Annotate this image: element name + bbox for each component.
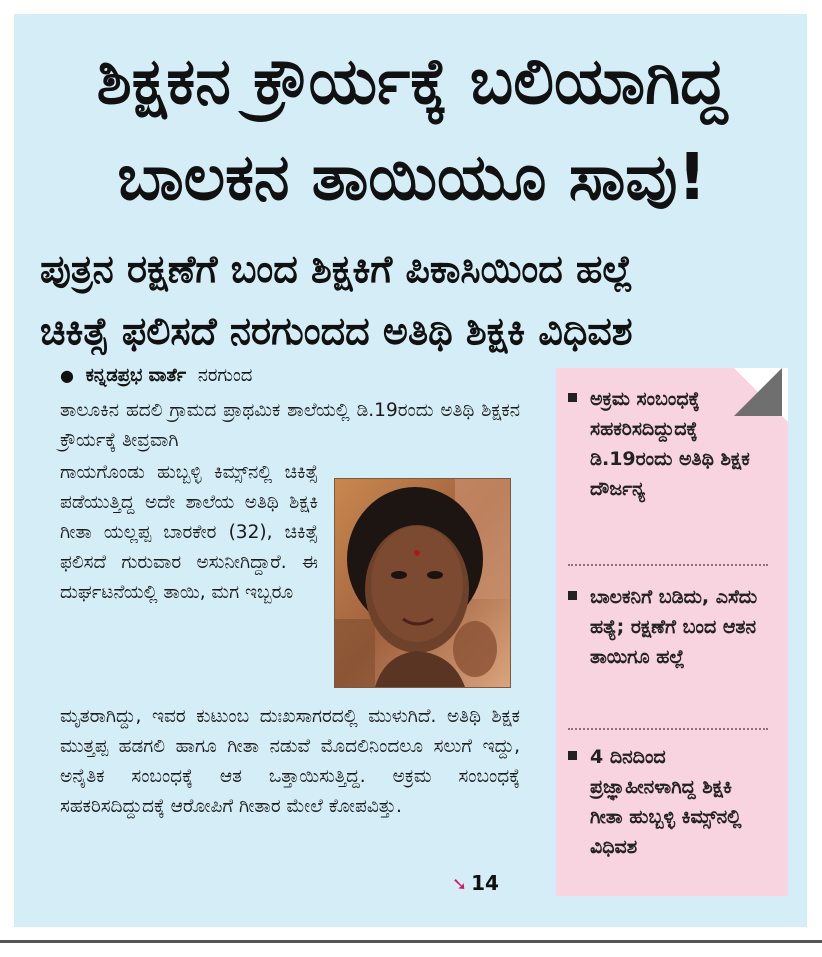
bullet-dot-icon: ●: [60, 366, 74, 385]
sidebar-item: [568, 582, 758, 672]
square-bullet-icon: [568, 393, 577, 402]
article-body-bottom: ಮೃತರಾಗಿದ್ದು, ಇವರ ಕುಟುಂಬ ದುಃಖಸಾಗರದಲ್ಲಿ ಮುಳುಗಿದೆ. ಅತಿಥಿ ಶಿಕ್ಷಕ ಮುತ್ತಪ್ಪ ಹಡಗಲಿ ಹಾಗೂ ಗೀತಾ ನಡುವೆ ಮೊದಲಿನಿಂದಲೂ ಸಲುಗೆ ಇದ್ದು, ಅನೈತಿಕ ಸಂಬಂಧಕ್ಕೆ ಆತ ಒತ್ತಾಯಿಸುತ್ತಿದ್ದ. ಅಕ್ರಮ ಸಂಬಂಧಕ್ಕೆ ಸಹಕರಿಸದಿದ್ದುದಕ್ಕೆ ಆರೋಪಿಗೆ ಗೀತಾರ ಮೇಲೆ ಕೋಪವಿತ್ತು.: [60, 706, 520, 817]
headline-line-2: ಬಾಲಕನ ತಾಯಿಯೂ ಸಾವು!: [117, 141, 707, 215]
byline: [60, 365, 252, 386]
sidebar-item-text: ಅಕ್ರಮ ಸಂಬಂಧಕ್ಕೆ ಸಹಕರಿಸದಿದ್ದುದಕ್ಕೆ ಡಿ.19ರಂದು ಅತಿಥಿ ಶಿಕ್ಷಕ ದೌರ್ಜನ್ಯ: [590, 388, 750, 500]
bottom-rule: [0, 940, 822, 943]
portrait-image: [335, 479, 510, 687]
sidebar-divider: [568, 564, 768, 566]
continued-page-number: 14: [471, 871, 499, 895]
headline-line-1: ಶಿಕ್ಷಕನ ಕ್ರೌರ್ಯಕ್ಕೆ ಬಲಿಯಾಗಿದ್ದ: [96, 45, 728, 119]
byline-source: ಕನ್ನಡಪ್ರಭ ವಾರ್ತೆ: [85, 365, 187, 386]
teacher-photo: [334, 478, 511, 688]
subheadline-line-1: ಪುತ್ರನ ರಕ್ಷಣೆಗೆ ಬಂದ ಶಿಕ್ಷಕಿಗೆ ಪಿಕಾಸಿಯಿಂದ ಹಲ್ಲೆ: [40, 247, 634, 291]
sidebar-item-text: ಬಾಲಕನಿಗೆ ಬಡಿದು, ಎಸೆದು ಹತ್ಯೆ; ರಕ್ಷಣೆಗೆ ಬಂದ ಆತನ ತಾಯಿಗೂ ಹಲ್ಲೆ: [590, 586, 758, 668]
sidebar-item: [568, 742, 758, 862]
article-body-left: ಗಾಯಗೊಂಡು ಹುಬ್ಬಳ್ಳಿ ಕಿಮ್ಸ್‌ನಲ್ಲಿ ಚಿಕಿತ್ಸೆ ಪಡೆಯುತ್ತಿದ್ದ ಅದೇ ಶಾಲೆಯ ಅತಿಥಿ ಶಿಕ್ಷಕಿ ಗೀತಾ ಯಲ್ಲಪ್ಪ ಬಾರಕೇರ (32), ಚಿಕಿತ್ಸೆ ಫಲಿಸದೆ ಗುರುವಾರ ಅಸುನೀಗಿದ್ದಾರೆ. ಈ ದುರ್ಘಟನೆಯಲ್ಲಿ ತಾಯಿ, ಮಗ ಇಬ್ಬರೂ: [60, 462, 318, 603]
byline-place: ನರಗುಂದ: [197, 365, 253, 386]
square-bullet-icon: [568, 751, 577, 760]
sidebar-item-text: 4 ದಿನದಿಂದ ಪ್ರಜ್ಞಾಹೀನಳಾಗಿದ್ದ ಶಿಕ್ಷಕಿ ಗೀತಾ ಹುಬ್ಬಳ್ಳಿ ಕಿಮ್ಸ್‌ನಲ್ಲಿ ವಿಧಿವಶ: [590, 746, 742, 858]
sidebar-item: [568, 384, 758, 504]
continued-on-page[interactable]: [452, 871, 499, 895]
sidebar-divider: [568, 728, 768, 730]
subheadline-line-2: ಚಿಕಿತ್ಸೆ ಫಲಿಸದೆ ನರಗುಂದದ ಅತಿಥಿ ಶಿಕ್ಷಕಿ ವಿಧಿವಶ: [40, 309, 633, 353]
article-body-top: ತಾಲೂಕಿನ ಹದಲಿ ಗ್ರಾಮದ ಪ್ರಾಥಮಿಕ ಶಾಲೆಯಲ್ಲಿ ಡಿ.19ರಂದು ಅತಿಥಿ ಶಿಕ್ಷಕನ ಕ್ರೌರ್ಯಕ್ಕೆ ತೀವ್ರವಾಗಿ: [60, 400, 520, 451]
highlights-sidebar: [556, 368, 788, 896]
arrow-down-right-icon: ➘: [452, 874, 468, 895]
square-bullet-icon: [568, 591, 577, 600]
